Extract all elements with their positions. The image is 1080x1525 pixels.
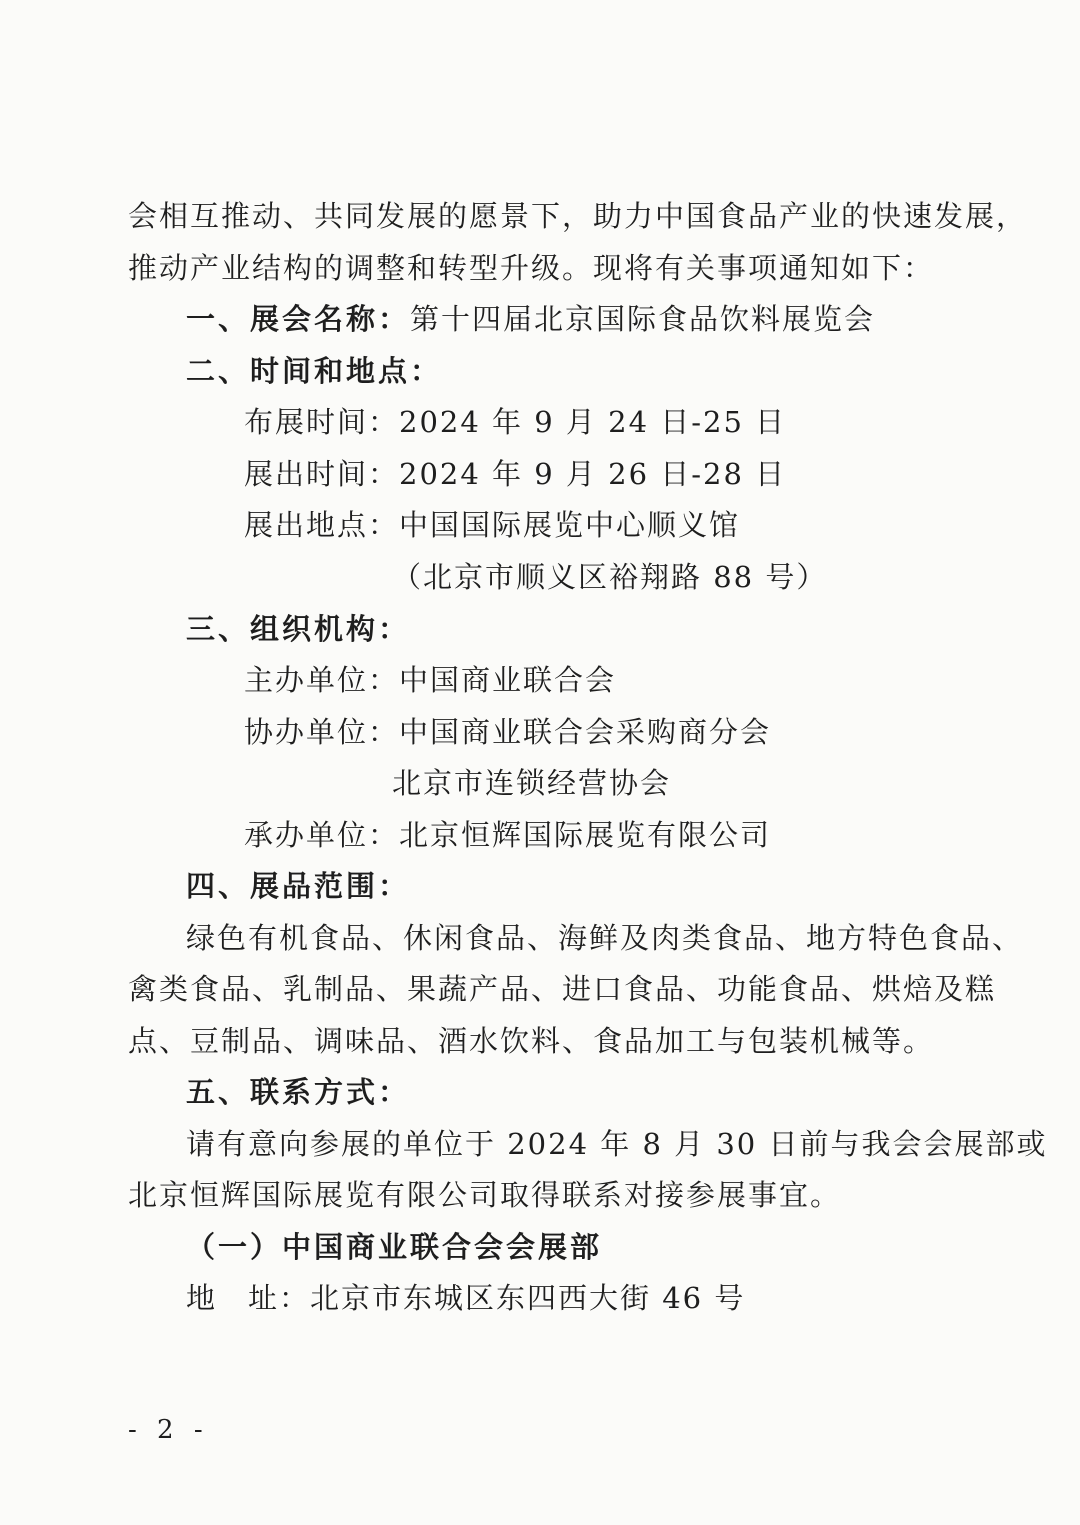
section1-heading: 一、展会名称： [186,302,411,336]
venue-label: 展出地点： [244,508,400,542]
co-organizer-value-2: 北京市连锁经营协会 [392,766,672,800]
products-line-2: 禽类食品、乳制品、果蔬产品、进口食品、功能食品、烘焙及糕 [128,972,997,1006]
co-organizer-value-1: 中国商业联合会采购商分会 [399,715,772,749]
show-time-row [244,454,786,494]
host-row [244,660,616,700]
address-row [186,1278,745,1318]
section3-heading: 三、组织机构： [186,612,411,646]
show-time-value: 2024 年 9 月 26 日-28 日 [399,457,787,491]
section5-heading: 五、联系方式： [186,1075,411,1109]
intro-line-1: 会相互推动、共同发展的愿景下，助力中国食品产业的快速发展， [128,199,1028,233]
contact-sub-heading: （一）中国商业联合会会展部 [186,1230,603,1264]
contact-line-1: 请有意向参展的单位于 2024 年 8 月 30 日前与我会会展部或 [186,1127,1048,1161]
show-time-label: 展出时间： [244,457,400,491]
section1-row [186,299,875,339]
contact-line-2: 北京恒辉国际展览有限公司取得联系对接参展事宜。 [128,1178,842,1212]
organizer-value: 北京恒辉国际展览有限公司 [399,818,772,852]
page-number: - 2 - [128,1415,209,1445]
section4-heading: 四、展品范围： [186,869,411,903]
co-organizer-label: 协办单位： [244,715,400,749]
address-value: 北京市东城区东四西大街 46 号 [310,1281,746,1315]
setup-time-label: 布展时间： [244,405,400,439]
organizer-row [244,815,771,855]
products-line-1: 绿色有机食品、休闲食品、海鲜及肉类食品、地方特色食品、 [186,921,1024,955]
organizer-label: 承办单位： [244,818,400,852]
venue-address: （北京市顺义区裕翔路 88 号） [392,560,828,594]
setup-time-value: 2024 年 9 月 24 日-25 日 [399,405,787,439]
setup-time-row [244,402,786,442]
venue-row [244,505,740,545]
exhibition-name: 第十四届北京国际食品饮料展览会 [410,302,876,336]
products-line-3: 点、豆制品、调味品、酒水饮料、食品加工与包装机械等。 [128,1024,935,1058]
co-organizer-row [244,712,771,752]
intro-line-2: 推动产业结构的调整和转型升级。现将有关事项通知如下： [128,251,935,285]
host-label: 主办单位： [244,663,400,697]
address-label: 地 址： [186,1281,311,1315]
host-value: 中国商业联合会 [399,663,617,697]
section2-heading: 二、时间和地点： [186,354,443,388]
venue-value: 中国国际展览中心顺义馆 [399,508,741,542]
